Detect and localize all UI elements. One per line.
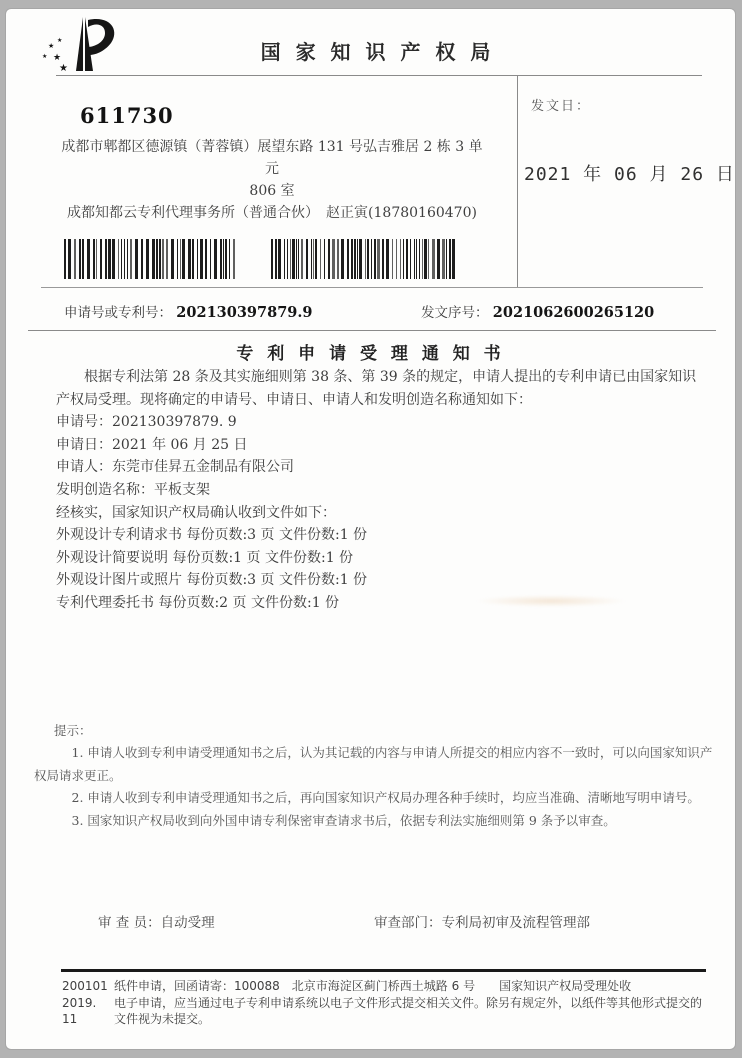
examiner-group [98, 911, 215, 931]
application-number-value: 202130397879.9 [176, 304, 313, 321]
body-paragraph: 根据专利法第 28 条及其实施细则第 38 条、第 39 条的规定，申请人提出的专利申请已由国家知识产权局受理。现将确定的申请号、申请日、申请人和发明创造名称通知如下： [56, 369, 697, 408]
svg-text:★: ★ [59, 63, 68, 74]
recipient-address-line1: 成都市郫都区德源镇（菁蓉镇）展望东路 131 号弘吉雅居 2 栋 3 单元 [61, 139, 483, 177]
footer-row-electronic [62, 995, 705, 1028]
svg-text:★: ★ [57, 37, 63, 44]
serial-number-group [421, 301, 654, 321]
recipient-code: 611730 [80, 103, 174, 128]
document-item: 外观设计图片或照片 每份页数:3 页 文件份数:1 份 [56, 572, 368, 589]
document-title: 专 利 申 请 受 理 通 知 书 [236, 344, 505, 364]
notes-block [34, 720, 720, 832]
department-value: 专利局初审及流程管理部 [441, 915, 590, 931]
document-item: 专利代理委托书 每份页数:2 页 文件份数:1 份 [56, 594, 340, 611]
date-box-divider [517, 75, 518, 288]
confirm-line: 经核实，国家知识产权局确认收到文件如下： [56, 504, 336, 521]
department-group [374, 911, 590, 931]
notes-title: 提示： [54, 723, 92, 738]
examiner-label: 审 查 员： [98, 915, 161, 931]
barcode-right [271, 239, 461, 279]
footer-line-electronic: 电子申请，应当通过电子专利申请系统以电子文件形式提交相关文件。除另有规定外，以纸件等其他形式提交的文件视为未提交。 [114, 995, 703, 1026]
header-rule [56, 75, 702, 76]
mid-rule [41, 287, 703, 288]
scan-artifact [476, 595, 626, 607]
body-block [56, 366, 704, 615]
note-item: 2. 申请人收到专利申请受理通知书之后，再向国家知识产权局办理各种手续时，均应当准确、清晰地写明申请号。 [71, 790, 700, 806]
svg-text:★: ★ [42, 53, 48, 60]
document-item: 外观设计简要说明 每份页数:1 页 文件份数:1 份 [56, 549, 354, 566]
footer-block [62, 978, 705, 1028]
department-label: 审查部门： [374, 915, 442, 931]
examiner-value: 自动受理 [160, 915, 215, 931]
document-item: 外观设计专利请求书 每份页数:3 页 文件份数:1 份 [56, 527, 368, 544]
dispatch-date-label: 发文日： [531, 99, 592, 114]
note-item: 3. 国家知识产权局收到向外国申请专利保密审查请求书后，依据专利法实施细则第 9 条予以审查。 [71, 812, 616, 828]
field-application-date: 申请日：2021 年 06 月 25 日 [56, 436, 248, 453]
recipient-block [58, 97, 486, 224]
application-number-group [64, 301, 313, 321]
note-item: 1. 申请人收到专利申请受理通知书之后，认为其记载的内容与申请人所提交的相应内容不一致时，可以向国家知识产权局请求更正。 [34, 745, 713, 783]
footer-code: 2019. 11 [62, 995, 97, 1026]
svg-text:★: ★ [53, 53, 62, 63]
title-rule [28, 330, 716, 331]
svg-text:★: ★ [48, 42, 55, 50]
recipient-agency-line: 成都知都云专利代理事务所（普通合伙） 赵正寅(18780160470) [67, 205, 477, 221]
recipient-address-line2: 806 室 [249, 183, 295, 199]
footer-row-paper [62, 978, 705, 995]
footer-rule [61, 969, 706, 972]
barcode-left [64, 239, 236, 279]
serial-number-label: 发文序号： [421, 305, 489, 321]
document-page [5, 8, 736, 1050]
dispatch-date-value: 2021 年 06 月 26 日 [524, 164, 735, 185]
footer-line-paper: 纸件申请，回函请寄：100088 北京市海淀区蓟门桥西土城路 6 号 国家知识产权局受理处收 [114, 979, 632, 993]
footer-code: 200101 [62, 979, 108, 993]
field-applicant: 申请人：东莞市佳昇五金制品有限公司 [56, 459, 294, 476]
serial-number-value: 2021062600265120 [492, 304, 655, 321]
application-number-label: 申请号或专利号： [64, 305, 172, 321]
field-application-number: 申请号：202130397879. 9 [56, 414, 237, 431]
field-invention-name: 发明创造名称：平板支架 [56, 481, 210, 498]
org-title: 国 家 知 识 产 权 局 [260, 40, 495, 64]
